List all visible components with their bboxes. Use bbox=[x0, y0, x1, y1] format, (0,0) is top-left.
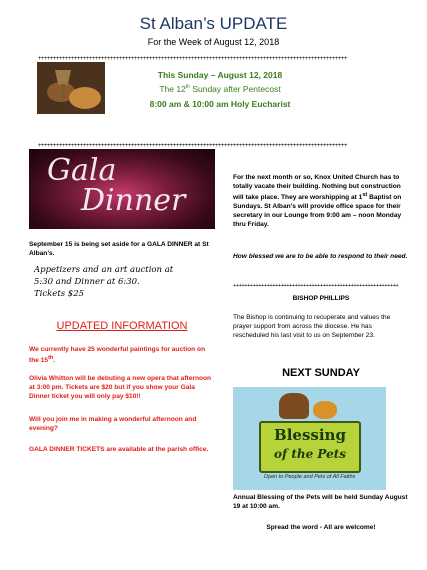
gala-intro: September 15 is being set aside for a GALA DINNER at St Alban’s. bbox=[29, 241, 209, 257]
poster-title-2: of the Pets bbox=[273, 447, 347, 461]
cat-image bbox=[313, 401, 337, 419]
pets-text: Annual Blessing of the Pets will be held Sunday August 19 at 10:00 am. bbox=[233, 494, 408, 510]
sunday-pentecost-sup: th bbox=[185, 84, 190, 91]
bishop-divider: +++++++++++++++++++++++++++++++++++++++++++++++++++++++++++ bbox=[233, 282, 399, 289]
paintings-pre: We currently have 25 wonderful paintings for auction on the 15 bbox=[29, 346, 206, 365]
header-divider: +++++++++++++++++++++++++++++++++++++++++++++++++++++++++++++++++++++++++++++++++++++++++++++++++++++++ bbox=[38, 55, 348, 62]
gala-logo-word2: Dinner bbox=[81, 183, 186, 218]
paintings-sup: th bbox=[48, 355, 54, 361]
poster-tagline: Open to People and Pets of All Faiths bbox=[263, 474, 356, 480]
join-text: Will you join me in making a wonderful afternoon and evening? bbox=[29, 416, 197, 432]
this-sunday-date: This Sunday – August 12, 2018 bbox=[157, 70, 283, 80]
blessing-pets-poster bbox=[233, 387, 386, 490]
knox-sup: st bbox=[362, 192, 368, 198]
service-times: 8:00 am & 10:00 am Holy Eucharist bbox=[149, 99, 291, 109]
section-divider: +++++++++++++++++++++++++++++++++++++++++++++++++++++++++++++++++++++++++++++++++++++++++++++++++++++++ bbox=[38, 142, 348, 149]
knox-post: Baptist on Sundays. St Alban’s will provide office space for their secretary in our Lounge from 9:00 am – noon Monday thru Friday. bbox=[233, 194, 402, 229]
next-sunday-heading: NEXT SUNDAY bbox=[282, 367, 360, 379]
newsletter-title: St Alban’s UPDATE bbox=[139, 14, 288, 33]
updated-heading: UPDATED INFORMATION bbox=[56, 320, 188, 332]
opera-text: Olivia Whitton will be debuting a new opera that afternoon at 3:00 pm. Tickets are $20 but if you show your Gala Dinner ticket you will only pay $10!! bbox=[29, 375, 212, 400]
dog-image bbox=[279, 393, 309, 419]
bishop-text: The Bishop is continuing to recuperate and values the prayer support from across the diocese. He has rescheduled his last visit to us on September 23. bbox=[233, 314, 391, 339]
gala-details-1: Appetizers and an art auction at bbox=[34, 265, 174, 275]
gala-dinner-banner bbox=[29, 149, 215, 229]
spread-the-word: Spread the word - All are welcome! bbox=[266, 524, 376, 531]
chalice-image bbox=[37, 62, 105, 114]
sunday-pentecost bbox=[110, 84, 330, 94]
knox-pre: For the next month or so, Knox United Church has to totally vacate their building. Nothing but construction will take place. They are worshipping at 1 bbox=[233, 174, 401, 202]
poster-title-1: Blessing bbox=[274, 426, 346, 444]
bishop-heading: BISHOP PHILLIPS bbox=[292, 295, 350, 302]
gala-logo-word1: Gala bbox=[47, 153, 117, 188]
week-subtitle: For the Week of August 12, 2018 bbox=[147, 37, 280, 47]
sunday-pentecost-post: Sunday after Pentecost bbox=[189, 84, 281, 94]
knox-text bbox=[233, 173, 409, 229]
paintings-post: . bbox=[53, 357, 56, 365]
poster-sign bbox=[259, 421, 361, 473]
sunday-pentecost-pre: The 12 bbox=[159, 84, 186, 94]
tickets-text: GALA DINNER TICKETS are available at the parish office. bbox=[29, 446, 209, 453]
gala-details-2: 5:30 and Dinner at 6:30. bbox=[34, 277, 140, 287]
knox-blessed: How blessed we are to be able to respond to their need. bbox=[233, 253, 408, 260]
paintings-text bbox=[29, 345, 215, 365]
gala-details-3: Tickets $25 bbox=[34, 289, 85, 299]
